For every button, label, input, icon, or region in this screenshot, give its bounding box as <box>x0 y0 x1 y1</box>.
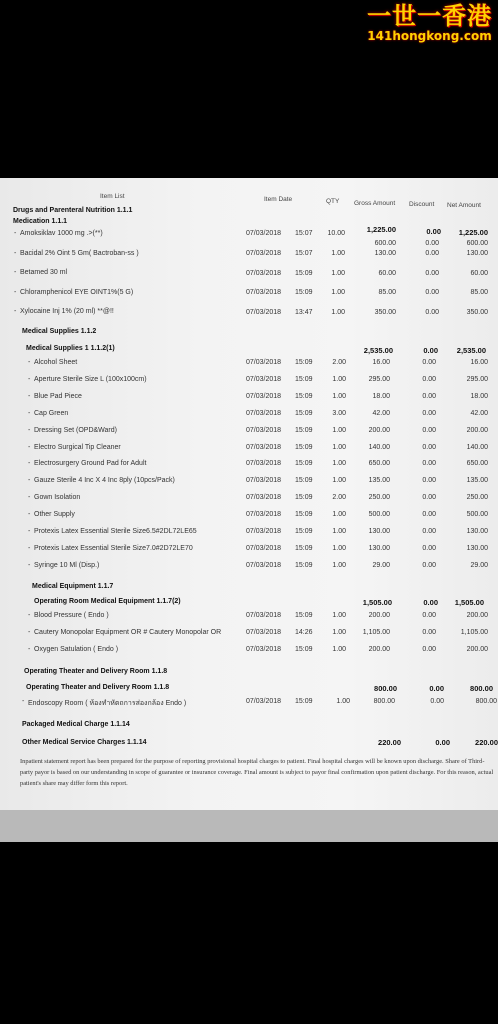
item-net: 800.00 <box>475 698 497 705</box>
item-bullet-dash: - <box>28 494 31 502</box>
item-date: 07/03/2018 <box>246 230 282 237</box>
hospital-statement-page <box>0 178 498 842</box>
supplies-total-net: 2,535.00 <box>456 346 486 355</box>
item-net: 130.00 <box>466 528 488 535</box>
item-time: 15:09 <box>295 544 313 552</box>
item-time: 15:07 <box>295 249 313 257</box>
header-qty: QTY <box>326 198 340 205</box>
item-date: 07/03/2018 <box>246 460 282 468</box>
item-gross: 600.00 <box>374 240 396 247</box>
item-qty: 1.00 <box>332 375 346 383</box>
item-name: Electro Surgical Tip Cleaner <box>34 443 121 451</box>
item-qty: 3.00 <box>332 409 346 417</box>
item-time: 15:09 <box>295 645 313 653</box>
supplies-total-gross: 2,535.00 <box>363 346 393 355</box>
item-gross: 200.00 <box>368 645 390 653</box>
item-gross: 16.00 <box>372 359 390 366</box>
item-discount: 0.00 <box>425 249 439 257</box>
item-name: Blue Pad Piece <box>34 392 82 400</box>
item-net: 16.00 <box>470 359 488 366</box>
item-time: 13:47 <box>295 309 313 317</box>
item-discount: 0.00 <box>422 645 436 653</box>
item-gross: 130.00 <box>368 544 390 552</box>
section-drugs-title: Drugs and Parenteral Nutrition 1.1.1 <box>13 207 133 214</box>
item-date: 07/03/2018 <box>246 359 282 366</box>
item-time: 15:09 <box>295 426 313 434</box>
item-name: Bacidal 2% Oint 5 Gm( Bactroban-ss ) <box>20 249 139 257</box>
item-gross: 200.00 <box>368 612 390 619</box>
item-discount: 0.00 <box>430 698 444 705</box>
other-total-gross: 220.00 <box>378 738 401 747</box>
item-date: 07/03/2018 <box>246 645 282 653</box>
item-net: 130.00 <box>466 544 488 552</box>
item-qty: 1.00 <box>332 561 346 569</box>
item-gross: 295.00 <box>368 375 390 383</box>
item-name: Gown Isolation <box>34 494 81 502</box>
header-discount: Discount <box>409 201 435 208</box>
item-qty: 1.00 <box>332 544 346 552</box>
item-net: 85.00 <box>470 289 488 297</box>
item-qty: 1.00 <box>332 511 346 519</box>
item-date: 07/03/2018 <box>246 628 282 636</box>
item-discount: 0.00 <box>422 359 436 366</box>
item-net: 130.00 <box>466 249 488 257</box>
item-net: 135.00 <box>466 477 488 485</box>
item-gross: 140.00 <box>368 443 390 451</box>
item-discount: 0.00 <box>422 477 436 485</box>
section-theater-title: Operating Theater and Delivery Room 1.1.8 <box>24 668 168 675</box>
item-gross: 18.00 <box>372 392 390 400</box>
item-bullet-dash: - <box>28 426 31 434</box>
item-name: Cap Green <box>34 409 69 417</box>
site-watermark-logo <box>367 4 492 42</box>
item-name: Endoscopy Room ( ห้องทำหัตถการส่องกล้อง Endo ) <box>28 700 187 707</box>
item-name: Xylocaine Inj 1% (20 ml) **@!! <box>20 308 114 315</box>
item-time: 15:09 <box>295 375 313 383</box>
item-bullet-dash: - <box>22 698 25 705</box>
theater-total-discount: 0.00 <box>429 684 444 693</box>
item-net: 600.00 <box>466 240 488 247</box>
item-discount: 0.00 <box>422 375 436 383</box>
header-item-list: Item List <box>100 193 125 200</box>
item-qty: 1.00 <box>331 309 345 317</box>
item-qty: 1.00 <box>332 477 346 485</box>
section-equipment-sub: Operating Room Medical Equipment 1.1.7(2) <box>34 598 181 605</box>
item-bullet-dash: - <box>28 477 31 485</box>
section-packaged-title: Packaged Medical Charge 1.1.14 <box>22 721 130 728</box>
item-name: Syringe 10 Ml (Disp.) <box>34 561 100 569</box>
item-bullet-dash: - <box>28 544 31 552</box>
item-qty: 1.00 <box>332 392 346 400</box>
section-theater-sub: Operating Theater and Delivery Room 1.1.8 <box>26 684 170 691</box>
item-net: 42.00 <box>470 409 488 417</box>
item-date: 07/03/2018 <box>246 426 282 434</box>
item-qty: 1.00 <box>331 269 345 277</box>
item-gross: 1,105.00 <box>362 628 390 636</box>
item-time: 15:09 <box>295 359 313 366</box>
item-qty: 1.00 <box>332 628 346 636</box>
item-date: 07/03/2018 <box>246 249 282 257</box>
drugs-total-gross: 1,225.00 <box>366 225 396 234</box>
item-time: 15:09 <box>295 561 313 569</box>
item-gross: 500.00 <box>368 511 390 519</box>
item-name: Alcohol Sheet <box>34 359 78 366</box>
item-name: Aperture Sterile Size L (100x100cm) <box>34 375 147 383</box>
theater-total-gross: 800.00 <box>374 684 397 693</box>
item-qty: 1.00 <box>332 528 346 535</box>
item-qty: 10.00 <box>327 230 345 237</box>
item-discount: 0.00 <box>422 443 436 451</box>
item-time: 15:09 <box>295 409 313 417</box>
item-discount: 0.00 <box>422 460 436 468</box>
item-net: 295.00 <box>466 375 488 383</box>
item-net: 650.00 <box>466 460 488 468</box>
item-name: Gauze Sterile 4 Inc X 4 Inc 8ply (10pcs/Pack) <box>34 477 175 485</box>
item-qty: 2.00 <box>332 494 346 502</box>
item-bullet-dash: - <box>28 375 31 383</box>
item-net: 1,105.00 <box>460 628 488 636</box>
item-qty: 1.00 <box>332 426 346 434</box>
item-gross: 135.00 <box>368 477 390 485</box>
page-bottom-shadow <box>0 810 498 842</box>
item-net: 350.00 <box>466 309 488 317</box>
item-qty: 1.00 <box>331 289 345 297</box>
header-net: Net Amount <box>447 202 481 209</box>
header-gross: Gross Amount <box>354 200 396 207</box>
other-total-net: 220.00 <box>475 738 498 747</box>
item-qty: 1.00 <box>332 645 346 653</box>
item-qty: 2.00 <box>332 359 346 366</box>
item-name: Protexis Latex Essential Sterile Size7.0#2D72LE70 <box>34 544 193 552</box>
item-discount: 0.00 <box>425 269 439 277</box>
item-discount: 0.00 <box>425 309 439 317</box>
item-time: 15:09 <box>295 511 313 519</box>
item-name: Oxygen Satulation ( Endo ) <box>34 645 119 653</box>
item-time: 14:26 <box>295 628 313 636</box>
item-bullet-dash: - <box>28 409 31 417</box>
item-gross: 200.00 <box>368 426 390 434</box>
drugs-total-discount: 0.00 <box>426 227 441 236</box>
item-gross: 350.00 <box>374 309 396 317</box>
item-bullet-dash: - <box>28 561 31 569</box>
item-discount: 0.00 <box>422 426 436 434</box>
item-date: 07/03/2018 <box>246 309 282 317</box>
item-discount: 0.00 <box>422 392 436 400</box>
item-date: 07/03/2018 <box>246 494 282 502</box>
item-date: 07/03/2018 <box>246 561 282 569</box>
item-bullet-dash: - <box>28 443 31 451</box>
section-supplies-title: Medical Supplies 1.1.2 <box>22 328 97 335</box>
item-net: 140.00 <box>466 443 488 451</box>
item-date: 07/03/2018 <box>246 528 282 535</box>
section-equipment-title: Medical Equipment 1.1.7 <box>32 583 114 590</box>
item-bullet-dash: - <box>14 308 17 315</box>
item-bullet-dash: - <box>14 269 17 276</box>
item-date: 07/03/2018 <box>246 392 282 400</box>
item-name: Chloramphenicol EYE OINT1%(5 G) <box>20 288 134 296</box>
item-discount: 0.00 <box>422 544 436 552</box>
other-total-discount: 0.00 <box>435 738 450 747</box>
watermark-main: 一世一香港 <box>367 2 492 30</box>
item-bullet-dash: - <box>28 511 31 519</box>
item-discount: 0.00 <box>422 494 436 502</box>
item-bullet-dash: - <box>28 628 31 636</box>
item-time: 15:09 <box>295 392 313 400</box>
item-gross: 85.00 <box>378 289 396 297</box>
item-bullet-dash: - <box>14 288 17 296</box>
item-date: 07/03/2018 <box>246 544 282 552</box>
item-discount: 0.00 <box>422 561 436 569</box>
item-qty: 1.00 <box>331 249 345 257</box>
item-bullet-dash: - <box>28 612 31 619</box>
item-name: Amoksiklav 1000 mg .>(**) <box>20 230 103 237</box>
item-date: 07/03/2018 <box>246 375 282 383</box>
item-qty: 1.00 <box>332 443 346 451</box>
item-name: Electrosurgery Ground Pad for Adult <box>34 460 147 468</box>
item-date: 07/03/2018 <box>246 409 282 417</box>
item-date: 07/03/2018 <box>246 511 282 519</box>
item-name: Blood Pressure ( Endo ) <box>34 612 109 619</box>
item-name: Betamed 30 ml <box>20 269 68 276</box>
item-bullet-dash: - <box>14 230 17 237</box>
item-gross: 650.00 <box>368 460 390 468</box>
item-time: 15:09 <box>295 612 313 619</box>
item-date: 07/03/2018 <box>246 477 282 485</box>
item-time: 15:09 <box>295 698 313 705</box>
item-time: 15:09 <box>295 477 313 485</box>
item-net: 18.00 <box>470 392 488 400</box>
supplies-total-discount: 0.00 <box>423 346 438 355</box>
item-discount: 0.00 <box>422 612 436 619</box>
item-time: 15:09 <box>295 460 313 468</box>
item-bullet-dash: - <box>28 528 31 535</box>
item-gross: 250.00 <box>368 494 390 502</box>
item-gross: 60.00 <box>378 269 396 277</box>
item-net: 500.00 <box>466 511 488 519</box>
item-date: 07/03/2018 <box>246 269 282 277</box>
section-supplies-sub: Medical Supplies 1 1.1.2(1) <box>26 345 115 352</box>
theater-total-net: 800.00 <box>470 684 493 693</box>
item-discount: 0.00 <box>425 289 439 297</box>
item-date: 07/03/2018 <box>246 612 282 619</box>
item-name: Other Supply <box>34 511 75 519</box>
equipment-total-discount: 0.00 <box>423 598 438 607</box>
section-other-title: Other Medical Service Charges 1.1.14 <box>22 739 147 746</box>
item-discount: 0.00 <box>422 528 436 535</box>
item-bullet-dash: - <box>28 359 31 366</box>
section-drugs-sub: Medication 1.1.1 <box>13 218 68 225</box>
item-time: 15:09 <box>295 443 313 451</box>
item-date: 07/03/2018 <box>246 289 282 297</box>
item-gross: 42.00 <box>372 409 390 417</box>
item-qty: 1.00 <box>332 460 346 468</box>
item-bullet-dash: - <box>28 392 31 400</box>
item-discount: 0.00 <box>425 240 439 247</box>
item-date: 07/03/2018 <box>246 698 282 705</box>
item-time: 15:09 <box>295 289 313 297</box>
item-net: 29.00 <box>470 561 488 569</box>
item-bullet-dash: - <box>28 460 31 468</box>
item-gross: 130.00 <box>374 249 396 257</box>
item-discount: 0.00 <box>422 628 436 636</box>
item-name: Protexis Latex Essential Sterile Size6.5#2DL72LE65 <box>34 528 197 535</box>
equipment-total-gross: 1,505.00 <box>362 598 392 607</box>
item-time: 15:07 <box>295 230 313 237</box>
item-time: 15:09 <box>295 494 313 502</box>
header-item-date: Item Date <box>264 196 293 203</box>
item-date: 07/03/2018 <box>246 443 282 451</box>
item-name: Cautery Monopolar Equipment OR # Cautery Monopolar OR <box>34 628 222 636</box>
watermark-sub: 141hongkong.com <box>367 29 492 43</box>
item-gross: 29.00 <box>372 561 390 569</box>
item-time: 15:09 <box>295 269 313 277</box>
item-net: 200.00 <box>466 612 488 619</box>
item-qty: 1.00 <box>332 612 346 619</box>
item-net: 200.00 <box>466 426 488 434</box>
item-qty: 1.00 <box>336 698 350 705</box>
statement-disclaimer-note: Inpatient statement report has been prepared for the purpose of reporting provisional hospital charges to patient. Final hospital charges will be known upon discharge. Share of Third-party payor is based on our understanding in scope of guarantee or insurance coverage. Final amount is subject to payor final confirmation upon patient discharge. For this reason, actual patient's share may differ form this report. <box>20 758 494 787</box>
item-net: 60.00 <box>470 269 488 277</box>
item-discount: 0.00 <box>422 511 436 519</box>
item-bullet-dash: - <box>14 249 17 257</box>
equipment-total-net: 1,505.00 <box>454 598 484 607</box>
item-gross: 800.00 <box>373 698 395 705</box>
item-bullet-dash: - <box>28 645 31 653</box>
item-time: 15:09 <box>295 528 313 535</box>
item-net: 200.00 <box>466 645 488 653</box>
item-name: Dressing Set (OPD&Ward) <box>34 426 117 434</box>
drugs-total-net: 1,225.00 <box>458 228 488 237</box>
item-discount: 0.00 <box>422 409 436 417</box>
item-gross: 130.00 <box>368 528 390 535</box>
item-net: 250.00 <box>466 494 488 502</box>
